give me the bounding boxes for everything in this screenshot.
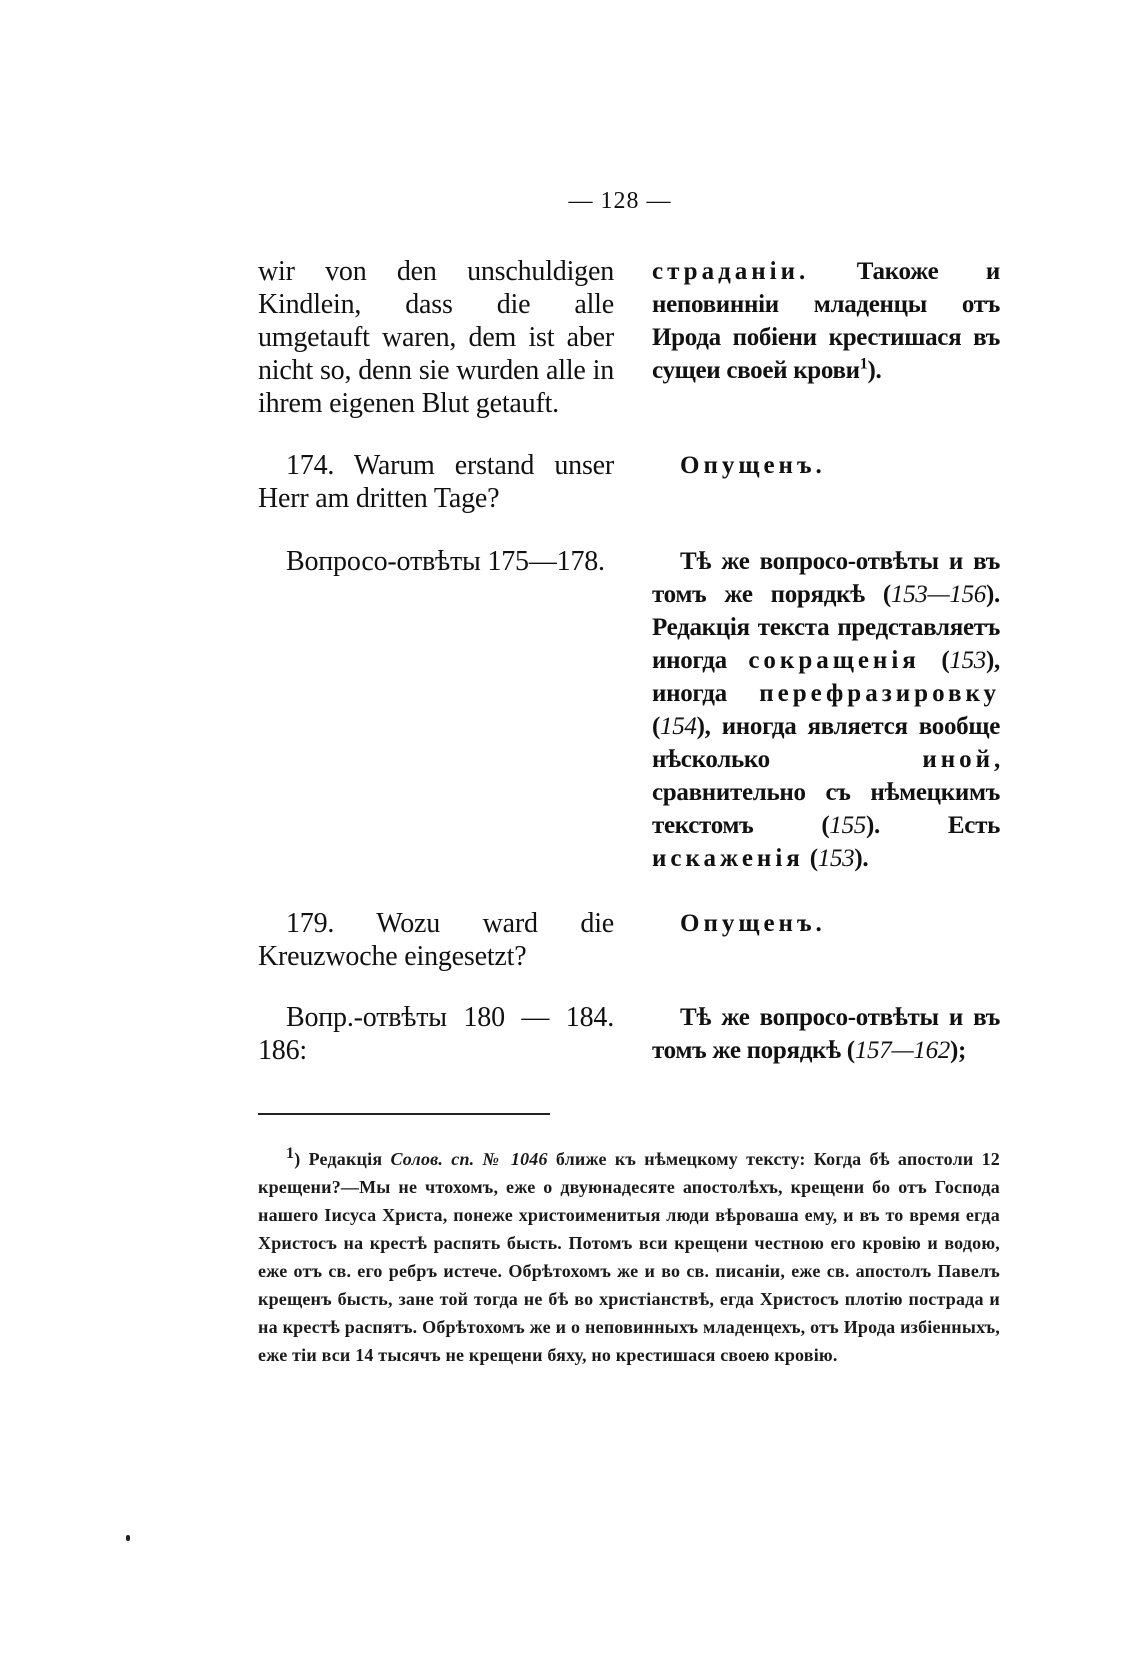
footnote-divider (258, 1113, 550, 1115)
ref-number: 153 (949, 647, 987, 674)
text-row (258, 449, 1000, 515)
german-question (258, 449, 614, 515)
text-segment: Тѣ же вопросо-отвѣты и въ томъ же порядкѣ ( (652, 548, 1000, 608)
text-segment: ), иногда (652, 647, 1000, 707)
text-segment: ). (867, 357, 882, 384)
text-segment: , сравнительно съ нѣмецкимъ текстомъ ( (652, 746, 1000, 839)
text-row (258, 545, 1000, 875)
question-text: 179. Wozu ward die Kreuzwoche eingesetzt? (258, 908, 614, 972)
text-segment: ); (949, 1037, 967, 1064)
text-segment: ). Есть (866, 812, 1000, 839)
german-question (258, 545, 614, 578)
spaced-word: перефразировку (759, 680, 1000, 707)
omitted-label: Опущенъ. (680, 910, 826, 937)
page-number: — 128 — (568, 188, 672, 214)
text-segment: ( (803, 845, 818, 872)
text-row (258, 907, 1000, 973)
footnote-text: ) Редакція (294, 1149, 391, 1169)
question-range: Вопр.-отвѣты 180 — 184. 186: (258, 1002, 614, 1066)
russian-text (652, 255, 1000, 387)
footnote-source: Солов. сп. № 1046 (390, 1149, 548, 1169)
text-segment: Такоже и неповинніи младенцы отъ Ирода побіени крестишася въ сущеи своей крови (652, 258, 1000, 384)
spaced-word: иной (922, 746, 995, 773)
text-row (258, 1001, 1000, 1067)
german-text: wir von den unschuldigen Kindlein, dass die alle umgetauft waren, dem ist aber nicht so, denn sie wurden alle in ihrem eigenen Blut getauft. (258, 256, 614, 419)
german-question (258, 907, 614, 973)
ref-number: 153 (817, 845, 855, 872)
ink-speck (126, 1535, 130, 1541)
german-question (258, 1001, 614, 1067)
text-segment: ( (919, 647, 950, 674)
ref-number: 155 (829, 812, 867, 839)
russian-text (652, 907, 1000, 940)
ref-number: 153—156 (890, 581, 987, 608)
question-range: Вопросо-отвѣты 175—178. (286, 546, 605, 577)
ref-number: 154 (660, 713, 697, 740)
footnote-text: ближе къ нѣмецкому тексту: Когда бѣ апостоли 12 крещени?—Мы не чтохомъ, еже о двуюнадесяте апостолѣхъ, крещени бо отъ Господа нашего Іисуса Христа, понеже христоименитыя люди вѣроваша ему, и въ то время егда Христосъ на крестѣ распять бысть. Потомъ вси крещени честною его кровію и водою, еже отъ св. его ребръ истече. Обрѣтохомъ же и во св. писаніи, еже св. апостолъ Павелъ крещенъ бысть, зане той тогда не бѣ во христіанствѣ, егда Христосъ плотію пострада и на крестѣ распятъ. Обрѣтохомъ же и о неповинныхъ младенцехъ, отъ Ирода избіенныхъ, еже тіи вси 14 тысячъ не крещени бяху, но крестишася своею кровію. (258, 1149, 1001, 1365)
spaced-word: сокращенія (748, 647, 920, 674)
omitted-label: Опущенъ. (680, 452, 826, 479)
footnote (258, 1145, 1000, 1369)
spaced-word: искаженія (652, 845, 804, 872)
footnote-ref: 1 (859, 355, 868, 373)
text-segment: ), иногда является вообще нѣсколько (652, 713, 1000, 773)
text-row (258, 255, 1000, 420)
text-segment: ). Редакція текста представляетъ иногда (652, 581, 1000, 674)
question-text: 174. Warum erstand unser Herr am dritten Tage? (258, 450, 614, 514)
ref-number: 157—162 (854, 1037, 950, 1064)
text-segment: Тѣ же вопросо-отвѣты и въ томъ же порядкѣ ( (652, 1004, 1000, 1064)
spaced-word: страданіи. (652, 258, 810, 285)
russian-text (652, 1001, 1000, 1067)
text-segment: ( (652, 713, 661, 740)
text-segment: ). (854, 845, 869, 872)
footnote-marker: 1 (286, 1145, 295, 1162)
russian-text (652, 449, 1000, 482)
russian-text (652, 545, 1000, 875)
